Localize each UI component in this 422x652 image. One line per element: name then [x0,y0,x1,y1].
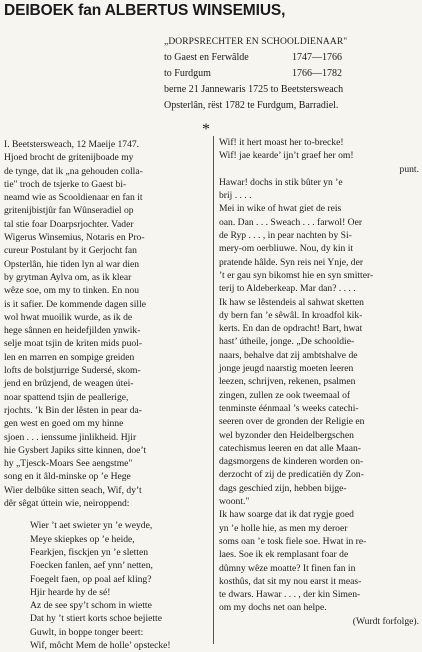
text-line: laes. Soe ik ek remplasant foar de [219,549,349,561]
column-divider [213,136,214,644]
text-line: om my dochs net oan helpe. [219,602,327,614]
poem [4,519,210,652]
article-header-meta [164,34,420,114]
text-line: Mei in wike of hwat giet de reis [219,203,342,215]
text-line: Opsterlân, hie tiden lyn al war dien [4,258,140,270]
text-line: de Ryp . . . , in pear nachten by Si- [219,230,352,242]
text-line: wêze soe, om my to tinken. En nou [4,285,140,297]
text-line: sjoen . . . ienssume jinlikheid. Hjir [4,431,137,443]
post-place: to Furdgum [164,68,211,79]
post-place: to Gaest en Ferwâlde [164,52,249,63]
text-line: by grytman Aylva om, as ik klear [4,271,132,283]
text-line: I. Beetstersweach, 12 Maeije 1747. [4,139,140,150]
text-line: dagsmorgens de kinderen worden on- [219,456,364,468]
text-line: gen west en goed om my hinne [4,418,124,430]
text-line: mery-om oerbliuwe. Nou, dy kin it [219,243,354,255]
poem-line: Guwlt, in boppe tonger beert: [30,626,144,638]
text-line: dûmny wêze moatte? It finen fan in [219,562,356,574]
post-entry [164,66,420,82]
post-years: 1747—1766 [292,52,342,63]
text-line: punt. [399,163,419,175]
text-line: dy bern fan ’e sêwâl. In kroadfol kik- [219,309,363,321]
post-years: 1766—1782 [292,68,342,79]
text-line: rjochts. ’k Bin der lêsten in pear da- [4,404,142,416]
text-line: dags geschied zijn, hebben bijge- [219,482,347,494]
article-subtitle: „DORPSRECHTER EN SCHOOLDIENAAR" [164,37,348,47]
text-line: catechismus leeren en dat alle Maan- [219,442,361,454]
text-line: oan. Dan . . . Sweach . . . farwol! Oer [219,216,363,228]
text-line: hie Gysbert Japiks sitte kinnen, doe’t [4,444,147,456]
poem-line: Meye skiepkes op ’e heide, [30,533,135,545]
right-text [219,136,419,615]
text-line: tenminste éénmaal ’s weeks catechi- [219,402,359,414]
post-entry [164,50,420,66]
text-line: tie" troch de tsjerke to Gaest bi- [4,178,127,190]
text-line: terij to Aldeberkeap. Mar dan? . . . . [219,283,356,295]
text-line: Hjoed brocht de gritenijboade my [4,152,134,164]
text-line: Ik haw soarge dat ik dat rygje goed [219,509,354,521]
text-line: song en it âld-minske op ’e Hege [4,471,131,483]
poem-line: Foecken fanlen, aef ynn’ netten, [30,560,153,572]
text-line: Ik haw se lêstendeis al sahwat sketten [219,296,364,308]
poem-line: Az de see spy’t schom in wiette [30,600,152,612]
text-line: ’t er gau syn bikomst hie en syn smitter- [219,269,374,281]
left-text [4,138,210,510]
text-line: Hawar! dochs in stik bûter yn ’e [219,176,343,188]
text-line: wol hwat muoilik wurde, as ik de [4,311,133,323]
text-line: brij . . . . [219,190,252,202]
text-line: woont." [219,496,250,508]
spacer [4,510,210,519]
text-line: hast’ útheile, jonge. „De schooldie- [219,336,355,348]
text-line: de tynge, dat ik „na gehouden colla- [4,165,143,177]
text-line: leezen, schrijven, rekenen, psalmen [219,376,356,388]
birth-line: berne 21 Jannewaris 1725 to Beetstersweach [164,84,344,95]
text-line: yn ’e holle hie, as men my deroer [219,522,348,534]
poem-line: Foegelt faen, op poal aef kling? [30,573,152,585]
text-line: dêr sêgat úttein wie, neiroppend: [4,498,130,510]
poem-line: Dat hy ’t stiert korts schoe bejiette [30,613,162,625]
text-line: lofts de bolstjurrige Sudersé, skom- [4,365,141,377]
text-line: naars, behalve dat zij ambtshalve de [219,349,358,361]
text-line: Wigerus Winsemius, Notaris en Pro- [4,232,145,244]
text-line: neamd wie as Scooldienaar en fan it [4,192,143,204]
text-line: Wier delbûke sitten seach, Wif, dy’t [4,484,142,496]
text-line: kosthûs, dat sit my nou earst it meas- [219,575,362,587]
poem-line: Hjir hearde hy de sé! [30,586,111,598]
text-line: hege sânnen en heidefjilden ynwik- [4,325,141,337]
text-line: pratende hâlde. Syn reis nei Ynje, der [219,256,364,268]
text-line: Wif! it hert moast her to-brecke! [219,137,344,148]
text-line: len en marren en sompige greiden [4,351,135,363]
continuation-note: (Wurdt forfolge). [352,615,419,627]
text-line: jonge jeugd naarstig moeten leeren [219,363,354,375]
text-line: kerts. En dan de opdracht! Bart, hwat [219,323,363,335]
text-line: hy „Tjesck-Moars See aengstme" [4,458,133,470]
text-line: te dwars. Hawar . . . , der kin Simen- [219,589,361,601]
text-line: noar spattend tsjin de peallerige, [4,391,129,403]
right-column [219,136,419,628]
poem-line: Wier ’t aet swieter yn ’e weyde, [30,520,153,532]
poem-line: Fearkjen, fisckjen yn ’e sletten [30,546,149,558]
text-line: is it safier. De kommende dagen sille [4,298,147,310]
text-line: tal stie foar Doarpsrjochter. Vader [4,218,134,230]
left-column [4,138,210,652]
text-line: jend en brûzjend, de weagen útei- [4,378,134,390]
article-title: DEIBOEK fan ALBERTUS WINSEMIUS, [4,2,286,19]
poem-line: Wif, môcht Mem de holle’ opstecke! [30,639,171,651]
text-line: derzocht of zij de predicatiën dy Zon- [219,469,364,481]
text-line: selje moat tsjin de kriten mids puol- [4,338,143,350]
text-line: cureur Postulant by it Gerjocht fan [4,245,137,257]
text-line: soms oan ’e tosk fiele soe. Hwat in re- [219,535,367,547]
text-line: zingen, zullen ze ook tweemaal of [219,389,351,401]
text-line: Wif! jae kearde’ ijn’t graef her om! [219,150,354,162]
section-ornament: * [202,121,210,138]
text-line: wel byzonder den Heidelbergschen [219,429,354,441]
text-line: seeren over de gronden der Religie en [219,416,365,428]
text-line: gritenijbistjûr fan Wûnseradiel op [4,205,134,217]
death-line: Opsterlân, rëst 1782 te Furdgum, Barradiel. [164,100,339,111]
